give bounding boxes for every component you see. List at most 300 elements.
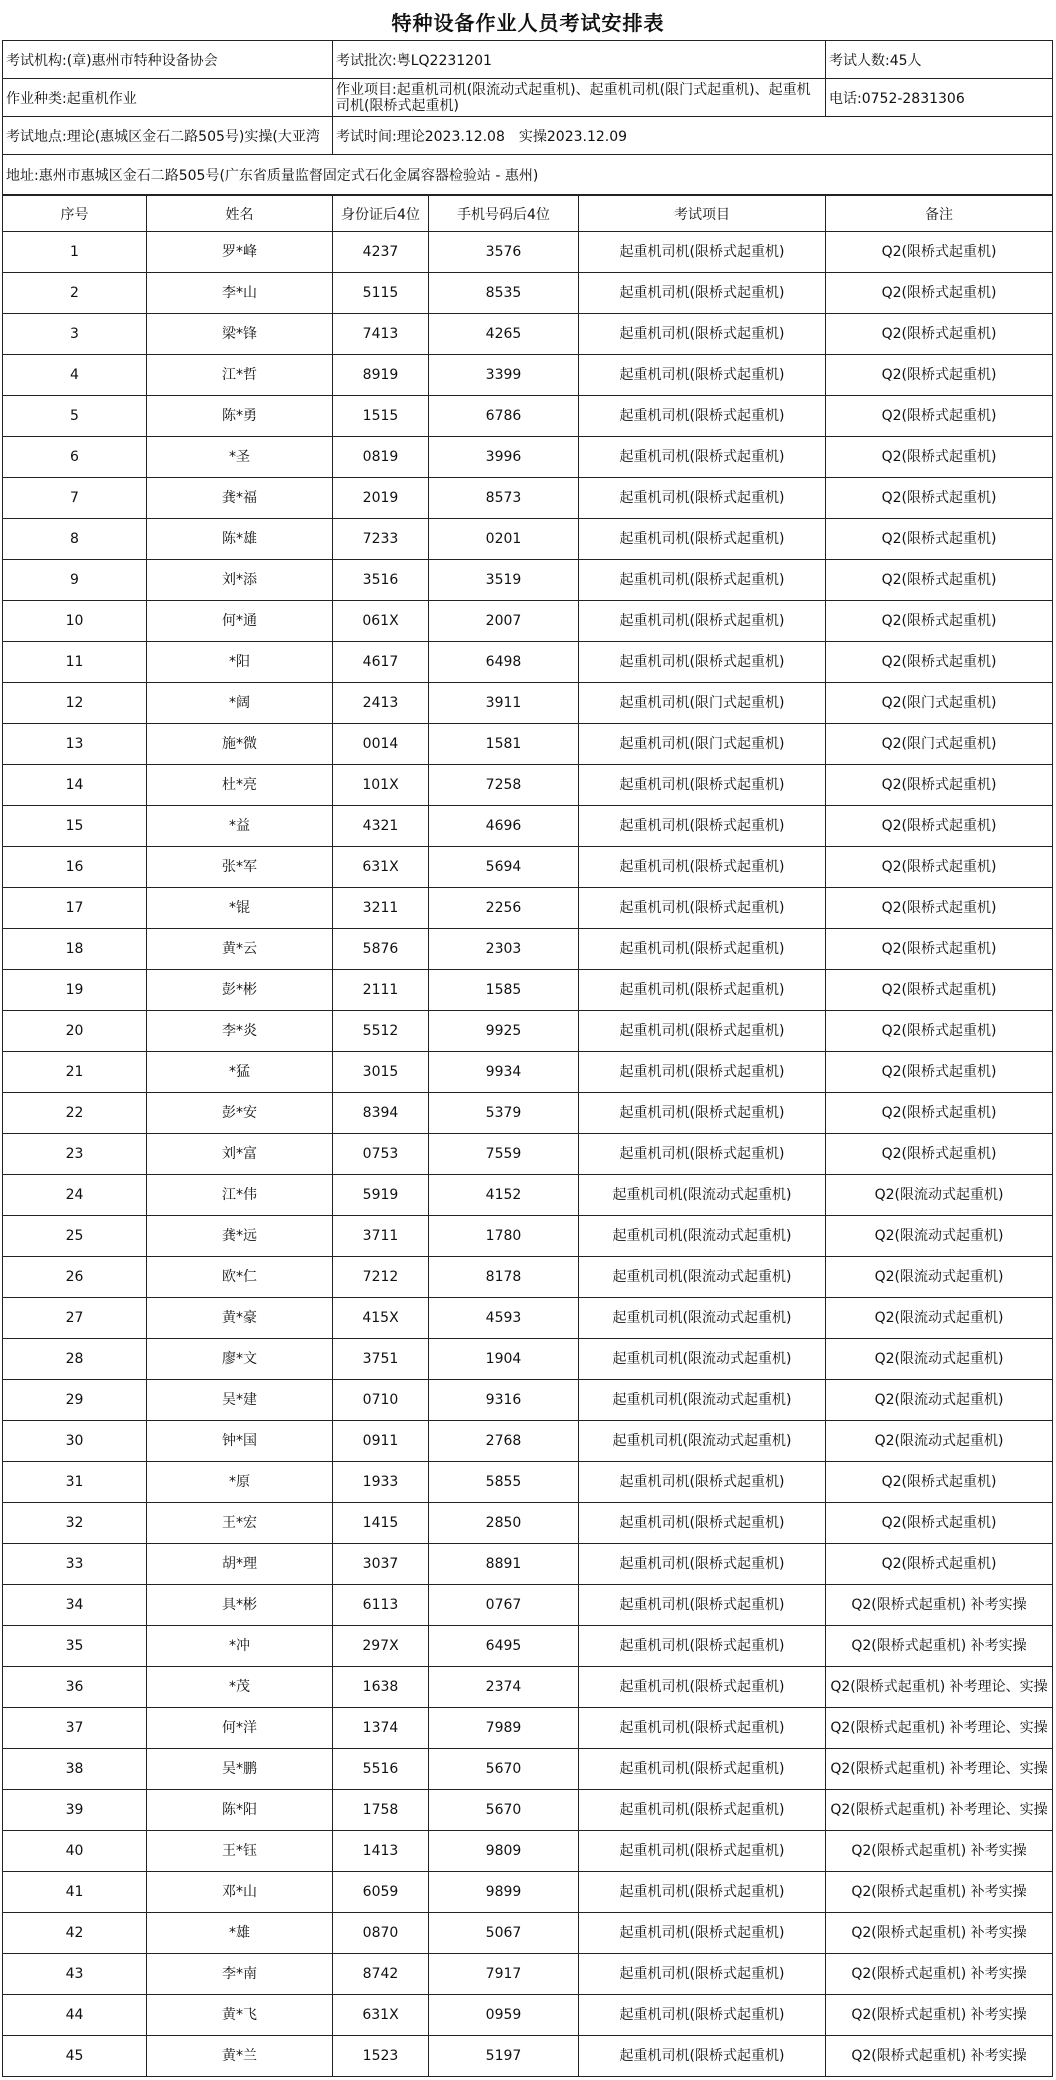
cell-name: 黄*飞 xyxy=(147,1995,333,2036)
cell-exam-item: 起重机司机(限桥式起重机) xyxy=(579,847,826,888)
cell-index: 28 xyxy=(3,1339,147,1380)
table-row xyxy=(3,1462,1053,1503)
table-row xyxy=(3,1872,1053,1913)
cell-phone-last4: 6495 xyxy=(429,1626,579,1667)
exam-address: 地址:惠州市惠城区金石二路505号(广东省质量监督固定式石化金属容器检验站 - 惠州) xyxy=(3,155,1053,195)
table-row xyxy=(3,806,1053,847)
table-row xyxy=(3,2036,1053,2077)
cell-phone-last4: 3576 xyxy=(429,232,579,273)
cell-name: 何*通 xyxy=(147,601,333,642)
cell-exam-item: 起重机司机(限流动式起重机) xyxy=(579,1257,826,1298)
cell-name: 胡*理 xyxy=(147,1544,333,1585)
table-row xyxy=(3,1667,1053,1708)
cell-remark: Q2(限桥式起重机) 补考实操 xyxy=(826,1954,1053,1995)
cell-index: 39 xyxy=(3,1790,147,1831)
table-row xyxy=(3,929,1053,970)
cell-name: 黄*豪 xyxy=(147,1298,333,1339)
cell-id-last4: 0911 xyxy=(333,1421,429,1462)
cell-phone-last4: 0767 xyxy=(429,1585,579,1626)
cell-name: 陈*雄 xyxy=(147,519,333,560)
cell-exam-item: 起重机司机(限桥式起重机) xyxy=(579,1462,826,1503)
cell-name: 罗*峰 xyxy=(147,232,333,273)
cell-exam-item: 起重机司机(限流动式起重机) xyxy=(579,1380,826,1421)
document-title: 特种设备作业人员考试安排表 xyxy=(391,11,665,35)
cell-exam-item: 起重机司机(限桥式起重机) xyxy=(579,929,826,970)
table-row xyxy=(3,642,1053,683)
table-row xyxy=(3,355,1053,396)
cell-exam-item: 起重机司机(限桥式起重机) xyxy=(579,1790,826,1831)
cell-exam-item: 起重机司机(限桥式起重机) xyxy=(579,355,826,396)
cell-phone-last4: 4152 xyxy=(429,1175,579,1216)
cell-name: 何*洋 xyxy=(147,1708,333,1749)
cell-phone-last4: 1585 xyxy=(429,970,579,1011)
cell-id-last4: 4237 xyxy=(333,232,429,273)
cell-remark: Q2(限桥式起重机) xyxy=(826,888,1053,929)
cell-exam-item: 起重机司机(限流动式起重机) xyxy=(579,1175,826,1216)
table-row xyxy=(3,724,1053,765)
cell-index: 41 xyxy=(3,1872,147,1913)
exam-count: 考试人数:45人 xyxy=(826,41,1053,79)
exam-info-table xyxy=(2,40,1053,195)
table-row xyxy=(3,1626,1053,1667)
exam-time: 考试时间:理论2023.12.08 实操2023.12.09 xyxy=(333,117,1053,155)
contact-phone: 电话:0752-2831306 xyxy=(826,79,1053,117)
cell-exam-item: 起重机司机(限桥式起重机) xyxy=(579,1626,826,1667)
cell-name: 李*南 xyxy=(147,1954,333,1995)
table-header-row xyxy=(3,196,1053,232)
table-row xyxy=(3,273,1053,314)
cell-phone-last4: 2303 xyxy=(429,929,579,970)
cell-name: 吴*建 xyxy=(147,1380,333,1421)
cell-exam-item: 起重机司机(限桥式起重机) xyxy=(579,2036,826,2077)
cell-index: 40 xyxy=(3,1831,147,1872)
cell-exam-item: 起重机司机(限流动式起重机) xyxy=(579,1339,826,1380)
cell-remark: Q2(限桥式起重机) xyxy=(826,1462,1053,1503)
col-header-index: 序号 xyxy=(3,196,147,232)
cell-index: 34 xyxy=(3,1585,147,1626)
cell-index: 8 xyxy=(3,519,147,560)
candidate-table xyxy=(2,195,1053,2077)
cell-remark: Q2(限流动式起重机) xyxy=(826,1380,1053,1421)
cell-index: 22 xyxy=(3,1093,147,1134)
cell-index: 26 xyxy=(3,1257,147,1298)
cell-index: 45 xyxy=(3,2036,147,2077)
table-row xyxy=(3,683,1053,724)
cell-index: 27 xyxy=(3,1298,147,1339)
cell-index: 18 xyxy=(3,929,147,970)
cell-id-last4: 3211 xyxy=(333,888,429,929)
cell-phone-last4: 5694 xyxy=(429,847,579,888)
cell-index: 31 xyxy=(3,1462,147,1503)
cell-phone-last4: 4593 xyxy=(429,1298,579,1339)
cell-id-last4: 1413 xyxy=(333,1831,429,1872)
cell-phone-last4: 8535 xyxy=(429,273,579,314)
cell-remark: Q2(限门式起重机) xyxy=(826,683,1053,724)
cell-id-last4: 631X xyxy=(333,1995,429,2036)
cell-remark: Q2(限流动式起重机) xyxy=(826,1175,1053,1216)
cell-name: 彭*安 xyxy=(147,1093,333,1134)
table-row xyxy=(3,1708,1053,1749)
cell-name: 钟*国 xyxy=(147,1421,333,1462)
cell-exam-item: 起重机司机(限桥式起重机) xyxy=(579,1954,826,1995)
table-row xyxy=(3,232,1053,273)
cell-id-last4: 8919 xyxy=(333,355,429,396)
cell-exam-item: 起重机司机(限桥式起重机) xyxy=(579,1872,826,1913)
table-row xyxy=(3,396,1053,437)
cell-name: *阳 xyxy=(147,642,333,683)
table-row xyxy=(3,437,1053,478)
cell-phone-last4: 4696 xyxy=(429,806,579,847)
cell-index: 43 xyxy=(3,1954,147,1995)
cell-remark: Q2(限桥式起重机) xyxy=(826,642,1053,683)
table-row xyxy=(3,1380,1053,1421)
cell-name: 刘*添 xyxy=(147,560,333,601)
cell-phone-last4: 9809 xyxy=(429,1831,579,1872)
cell-remark: Q2(限桥式起重机) xyxy=(826,437,1053,478)
col-header-id-last4: 身份证后4位 xyxy=(333,196,429,232)
work-category: 作业种类:起重机作业 xyxy=(3,79,333,117)
cell-exam-item: 起重机司机(限桥式起重机) xyxy=(579,232,826,273)
table-row xyxy=(3,1544,1053,1585)
cell-id-last4: 0870 xyxy=(333,1913,429,1954)
cell-index: 21 xyxy=(3,1052,147,1093)
cell-index: 9 xyxy=(3,560,147,601)
table-row xyxy=(3,478,1053,519)
table-row xyxy=(3,888,1053,929)
cell-remark: Q2(限桥式起重机) xyxy=(826,847,1053,888)
cell-index: 24 xyxy=(3,1175,147,1216)
cell-exam-item: 起重机司机(限桥式起重机) xyxy=(579,601,826,642)
cell-name: 李*炎 xyxy=(147,1011,333,1052)
cell-id-last4: 7212 xyxy=(333,1257,429,1298)
cell-name: 王*钰 xyxy=(147,1831,333,1872)
cell-id-last4: 7413 xyxy=(333,314,429,355)
cell-phone-last4: 5855 xyxy=(429,1462,579,1503)
cell-index: 16 xyxy=(3,847,147,888)
cell-exam-item: 起重机司机(限桥式起重机) xyxy=(579,273,826,314)
cell-remark: Q2(限桥式起重机) xyxy=(826,765,1053,806)
cell-index: 38 xyxy=(3,1749,147,1790)
cell-exam-item: 起重机司机(限桥式起重机) xyxy=(579,1011,826,1052)
cell-index: 17 xyxy=(3,888,147,929)
cell-exam-item: 起重机司机(限桥式起重机) xyxy=(579,1667,826,1708)
cell-exam-item: 起重机司机(限桥式起重机) xyxy=(579,396,826,437)
cell-index: 4 xyxy=(3,355,147,396)
cell-phone-last4: 5670 xyxy=(429,1790,579,1831)
cell-remark: Q2(限桥式起重机) xyxy=(826,273,1053,314)
cell-phone-last4: 2374 xyxy=(429,1667,579,1708)
cell-id-last4: 5115 xyxy=(333,273,429,314)
cell-name: 江*哲 xyxy=(147,355,333,396)
cell-remark: Q2(限流动式起重机) xyxy=(826,1298,1053,1339)
cell-phone-last4: 5379 xyxy=(429,1093,579,1134)
cell-id-last4: 6113 xyxy=(333,1585,429,1626)
cell-exam-item: 起重机司机(限桥式起重机) xyxy=(579,1503,826,1544)
col-header-name: 姓名 xyxy=(147,196,333,232)
cell-name: *茂 xyxy=(147,1667,333,1708)
cell-index: 11 xyxy=(3,642,147,683)
table-row xyxy=(3,1790,1053,1831)
col-header-exam-item: 考试项目 xyxy=(579,196,826,232)
cell-id-last4: 061X xyxy=(333,601,429,642)
cell-phone-last4: 8178 xyxy=(429,1257,579,1298)
exam-batch: 考试批次:粤LQ2231201 xyxy=(333,41,826,79)
cell-exam-item: 起重机司机(限桥式起重机) xyxy=(579,560,826,601)
cell-id-last4: 3516 xyxy=(333,560,429,601)
table-row xyxy=(3,314,1053,355)
cell-phone-last4: 3911 xyxy=(429,683,579,724)
cell-exam-item: 起重机司机(限门式起重机) xyxy=(579,683,826,724)
cell-remark: Q2(限桥式起重机) 补考理论、实操 xyxy=(826,1749,1053,1790)
cell-id-last4: 5876 xyxy=(333,929,429,970)
cell-name: *冲 xyxy=(147,1626,333,1667)
cell-phone-last4: 7989 xyxy=(429,1708,579,1749)
table-row xyxy=(3,1585,1053,1626)
table-row xyxy=(3,1913,1053,1954)
table-row xyxy=(3,1954,1053,1995)
cell-remark: Q2(限流动式起重机) xyxy=(826,1257,1053,1298)
cell-index: 14 xyxy=(3,765,147,806)
table-row xyxy=(3,1257,1053,1298)
cell-exam-item: 起重机司机(限桥式起重机) xyxy=(579,970,826,1011)
table-row xyxy=(3,1134,1053,1175)
cell-remark: Q2(限桥式起重机) xyxy=(826,1011,1053,1052)
cell-exam-item: 起重机司机(限桥式起重机) xyxy=(579,1052,826,1093)
cell-phone-last4: 8891 xyxy=(429,1544,579,1585)
cell-remark: Q2(限桥式起重机) 补考实操 xyxy=(826,1995,1053,2036)
cell-remark: Q2(限桥式起重机) xyxy=(826,355,1053,396)
candidate-rows xyxy=(3,232,1053,2077)
cell-id-last4: 0014 xyxy=(333,724,429,765)
cell-remark: Q2(限桥式起重机) xyxy=(826,1503,1053,1544)
cell-index: 23 xyxy=(3,1134,147,1175)
cell-exam-item: 起重机司机(限桥式起重机) xyxy=(579,519,826,560)
cell-phone-last4: 7559 xyxy=(429,1134,579,1175)
cell-index: 36 xyxy=(3,1667,147,1708)
table-row xyxy=(3,1339,1053,1380)
cell-id-last4: 3751 xyxy=(333,1339,429,1380)
cell-index: 6 xyxy=(3,437,147,478)
cell-id-last4: 1415 xyxy=(333,1503,429,1544)
table-row xyxy=(3,970,1053,1011)
cell-exam-item: 起重机司机(限桥式起重机) xyxy=(579,765,826,806)
cell-remark: Q2(限流动式起重机) xyxy=(826,1216,1053,1257)
cell-index: 12 xyxy=(3,683,147,724)
cell-remark: Q2(限桥式起重机) 补考理论、实操 xyxy=(826,1790,1053,1831)
cell-remark: Q2(限桥式起重机) 补考实操 xyxy=(826,1585,1053,1626)
cell-index: 30 xyxy=(3,1421,147,1462)
cell-exam-item: 起重机司机(限桥式起重机) xyxy=(579,1134,826,1175)
table-row xyxy=(3,1093,1053,1134)
cell-name: *猛 xyxy=(147,1052,333,1093)
cell-id-last4: 5919 xyxy=(333,1175,429,1216)
cell-phone-last4: 1780 xyxy=(429,1216,579,1257)
cell-exam-item: 起重机司机(限桥式起重机) xyxy=(579,1093,826,1134)
cell-remark: Q2(限桥式起重机) 补考实操 xyxy=(826,2036,1053,2077)
cell-exam-item: 起重机司机(限桥式起重机) xyxy=(579,806,826,847)
cell-name: 梁*锋 xyxy=(147,314,333,355)
cell-remark: Q2(限桥式起重机) xyxy=(826,314,1053,355)
cell-id-last4: 3711 xyxy=(333,1216,429,1257)
cell-name: 黄*云 xyxy=(147,929,333,970)
cell-phone-last4: 0201 xyxy=(429,519,579,560)
cell-index: 15 xyxy=(3,806,147,847)
cell-remark: Q2(限桥式起重机) xyxy=(826,560,1053,601)
cell-phone-last4: 9899 xyxy=(429,1872,579,1913)
cell-name: 黄*兰 xyxy=(147,2036,333,2077)
cell-phone-last4: 3519 xyxy=(429,560,579,601)
table-row xyxy=(3,1052,1053,1093)
cell-phone-last4: 6786 xyxy=(429,396,579,437)
table-row xyxy=(3,1831,1053,1872)
cell-remark: Q2(限桥式起重机) xyxy=(826,1052,1053,1093)
cell-phone-last4: 1581 xyxy=(429,724,579,765)
cell-id-last4: 101X xyxy=(333,765,429,806)
cell-id-last4: 4321 xyxy=(333,806,429,847)
cell-remark: Q2(限桥式起重机) 补考理论、实操 xyxy=(826,1708,1053,1749)
work-items: 作业项目:起重机司机(限流动式起重机)、起重机司机(限门式起重机)、起重机司机(限桥式起重机) xyxy=(333,79,826,117)
col-header-remark: 备注 xyxy=(826,196,1053,232)
cell-id-last4: 3015 xyxy=(333,1052,429,1093)
cell-exam-item: 起重机司机(限流动式起重机) xyxy=(579,1298,826,1339)
cell-exam-item: 起重机司机(限桥式起重机) xyxy=(579,1749,826,1790)
cell-exam-item: 起重机司机(限桥式起重机) xyxy=(579,1995,826,2036)
cell-id-last4: 0819 xyxy=(333,437,429,478)
cell-phone-last4: 9934 xyxy=(429,1052,579,1093)
exam-location: 考试地点:理论(惠城区金石二路505号)实操(大亚湾 xyxy=(3,117,333,155)
cell-name: 李*山 xyxy=(147,273,333,314)
cell-name: 刘*富 xyxy=(147,1134,333,1175)
cell-name: *雄 xyxy=(147,1913,333,1954)
cell-id-last4: 7233 xyxy=(333,519,429,560)
cell-index: 42 xyxy=(3,1913,147,1954)
cell-index: 1 xyxy=(3,232,147,273)
cell-name: 陈*阳 xyxy=(147,1790,333,1831)
cell-name: 王*宏 xyxy=(147,1503,333,1544)
cell-remark: Q2(限桥式起重机) 补考实操 xyxy=(826,1626,1053,1667)
cell-remark: Q2(限桥式起重机) 补考实操 xyxy=(826,1913,1053,1954)
cell-name: *益 xyxy=(147,806,333,847)
cell-exam-item: 起重机司机(限桥式起重机) xyxy=(579,1544,826,1585)
cell-id-last4: 8394 xyxy=(333,1093,429,1134)
cell-id-last4: 2413 xyxy=(333,683,429,724)
cell-exam-item: 起重机司机(限门式起重机) xyxy=(579,724,826,765)
table-row xyxy=(3,1749,1053,1790)
cell-remark: Q2(限桥式起重机) xyxy=(826,970,1053,1011)
cell-name: 陈*勇 xyxy=(147,396,333,437)
cell-remark: Q2(限桥式起重机) xyxy=(826,396,1053,437)
cell-name: 彭*彬 xyxy=(147,970,333,1011)
cell-id-last4: 8742 xyxy=(333,1954,429,1995)
cell-remark: Q2(限桥式起重机) xyxy=(826,1134,1053,1175)
cell-remark: Q2(限桥式起重机) xyxy=(826,232,1053,273)
cell-exam-item: 起重机司机(限桥式起重机) xyxy=(579,888,826,929)
cell-phone-last4: 2256 xyxy=(429,888,579,929)
cell-phone-last4: 2850 xyxy=(429,1503,579,1544)
cell-phone-last4: 0959 xyxy=(429,1995,579,2036)
cell-remark: Q2(限桥式起重机) xyxy=(826,519,1053,560)
cell-name: *圣 xyxy=(147,437,333,478)
cell-id-last4: 1638 xyxy=(333,1667,429,1708)
cell-phone-last4: 3996 xyxy=(429,437,579,478)
cell-phone-last4: 4265 xyxy=(429,314,579,355)
cell-id-last4: 415X xyxy=(333,1298,429,1339)
table-row xyxy=(3,1216,1053,1257)
cell-remark: Q2(限桥式起重机) xyxy=(826,929,1053,970)
table-row xyxy=(3,1421,1053,1462)
cell-index: 5 xyxy=(3,396,147,437)
cell-name: 欧*仁 xyxy=(147,1257,333,1298)
cell-remark: Q2(限桥式起重机) 补考理论、实操 xyxy=(826,1667,1053,1708)
cell-exam-item: 起重机司机(限桥式起重机) xyxy=(579,1708,826,1749)
cell-index: 29 xyxy=(3,1380,147,1421)
table-row xyxy=(3,765,1053,806)
cell-index: 19 xyxy=(3,970,147,1011)
table-row xyxy=(3,1011,1053,1052)
table-row xyxy=(3,601,1053,642)
cell-name: 张*军 xyxy=(147,847,333,888)
cell-index: 10 xyxy=(3,601,147,642)
table-row xyxy=(3,1175,1053,1216)
cell-name: 龚*远 xyxy=(147,1216,333,1257)
cell-id-last4: 2019 xyxy=(333,478,429,519)
cell-id-last4: 1523 xyxy=(333,2036,429,2077)
cell-id-last4: 0710 xyxy=(333,1380,429,1421)
cell-index: 37 xyxy=(3,1708,147,1749)
table-row xyxy=(3,1503,1053,1544)
cell-index: 44 xyxy=(3,1995,147,2036)
cell-name: 廖*文 xyxy=(147,1339,333,1380)
cell-exam-item: 起重机司机(限桥式起重机) xyxy=(579,1585,826,1626)
cell-id-last4: 3037 xyxy=(333,1544,429,1585)
cell-id-last4: 1515 xyxy=(333,396,429,437)
cell-index: 35 xyxy=(3,1626,147,1667)
cell-name: 龚*福 xyxy=(147,478,333,519)
cell-name: 吴*鹏 xyxy=(147,1749,333,1790)
cell-id-last4: 1374 xyxy=(333,1708,429,1749)
cell-phone-last4: 2007 xyxy=(429,601,579,642)
cell-remark: Q2(限流动式起重机) xyxy=(826,1421,1053,1462)
cell-index: 7 xyxy=(3,478,147,519)
cell-phone-last4: 9316 xyxy=(429,1380,579,1421)
table-row xyxy=(3,560,1053,601)
cell-id-last4: 1758 xyxy=(333,1790,429,1831)
cell-remark: Q2(限流动式起重机) xyxy=(826,1339,1053,1380)
cell-exam-item: 起重机司机(限流动式起重机) xyxy=(579,1421,826,1462)
cell-remark: Q2(限门式起重机) xyxy=(826,724,1053,765)
cell-name: *阔 xyxy=(147,683,333,724)
cell-exam-item: 起重机司机(限桥式起重机) xyxy=(579,314,826,355)
cell-phone-last4: 5067 xyxy=(429,1913,579,1954)
cell-id-last4: 2111 xyxy=(333,970,429,1011)
cell-remark: Q2(限桥式起重机) xyxy=(826,1544,1053,1585)
cell-phone-last4: 7917 xyxy=(429,1954,579,1995)
cell-index: 3 xyxy=(3,314,147,355)
cell-name: 具*彬 xyxy=(147,1585,333,1626)
cell-id-last4: 4617 xyxy=(333,642,429,683)
table-row xyxy=(3,1298,1053,1339)
cell-exam-item: 起重机司机(限桥式起重机) xyxy=(579,642,826,683)
cell-remark: Q2(限桥式起重机) xyxy=(826,601,1053,642)
table-row xyxy=(3,847,1053,888)
cell-id-last4: 1933 xyxy=(333,1462,429,1503)
exam-org: 考试机构:(章)惠州市特种设备协会 xyxy=(3,41,333,79)
cell-remark: Q2(限桥式起重机) xyxy=(826,1093,1053,1134)
cell-index: 25 xyxy=(3,1216,147,1257)
cell-name: 邓*山 xyxy=(147,1872,333,1913)
cell-index: 2 xyxy=(3,273,147,314)
cell-id-last4: 5512 xyxy=(333,1011,429,1052)
